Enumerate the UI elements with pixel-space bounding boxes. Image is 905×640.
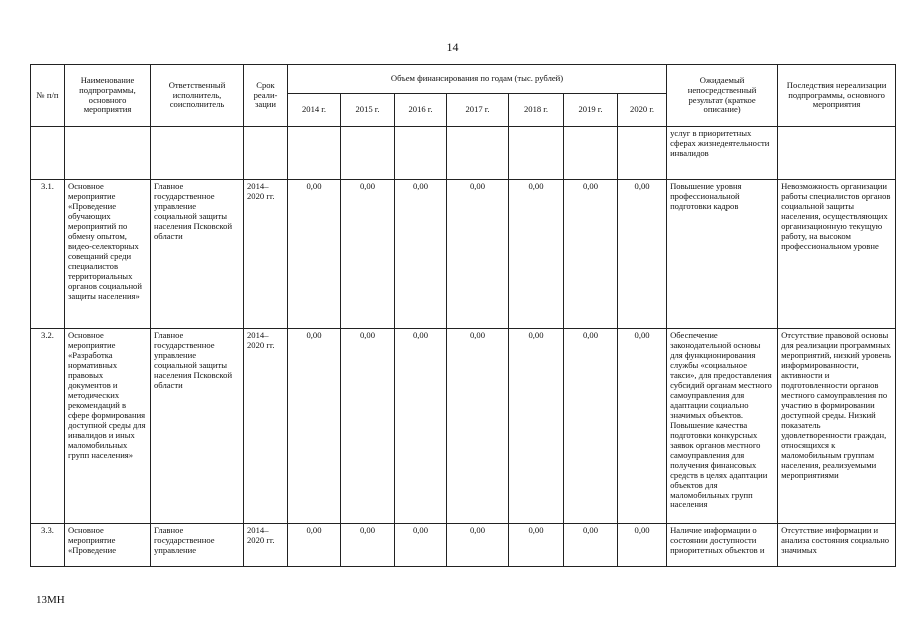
empty-cell xyxy=(447,127,509,180)
header-row xyxy=(31,65,896,94)
header-year: 2014 г. xyxy=(288,94,341,127)
value-cell: 0,00 xyxy=(509,180,564,329)
empty-cell xyxy=(395,127,447,180)
executor-cell: Главное государственное управление социальной защиты населения Псковской области xyxy=(151,180,244,329)
value-cell: 0,00 xyxy=(618,180,667,329)
value-cell: 0,00 xyxy=(447,524,509,567)
row-number: 3.1. xyxy=(31,180,65,329)
empty-cell xyxy=(288,127,341,180)
page-number: 14 xyxy=(446,40,459,54)
header-year: 2017 г. xyxy=(447,94,509,127)
empty-cell xyxy=(65,127,151,180)
value-cell: 0,00 xyxy=(564,329,618,524)
consequences-cell: Отсутствие информации и анализа состояния социально значимых xyxy=(778,524,896,567)
value-cell: 0,00 xyxy=(509,524,564,567)
table-row xyxy=(31,524,896,567)
header-num: № п/п xyxy=(31,65,65,127)
value-cell: 0,00 xyxy=(395,524,447,567)
empty-cell xyxy=(244,127,288,180)
executor-cell: Главное государственное управление xyxy=(151,524,244,567)
header-year: 2016 г. xyxy=(395,94,447,127)
result-cell: Наличие информации о состоянии доступности приоритетных объектов и xyxy=(667,524,778,567)
footer-code: 13МН xyxy=(36,594,65,606)
activity-name: Основное мероприятие «Разработка нормативных правовых документов и методических рекомендаций в сфере формирования доступной среды для инвалидов и иных маломобильных групп населения» xyxy=(65,329,151,524)
value-cell: 0,00 xyxy=(447,329,509,524)
result-cell: Обеспечение законодательной основы для функционирования службы «социальное такси», для предоставления субсидий органам местного самоуправления для адаптации социально значимых объектов. Повышение качества подготовки конкурсных заявок органов местного самоуправления для получения финансовых средств в целях адаптации объектов для маломобильных групп населения xyxy=(667,329,778,524)
value-cell: 0,00 xyxy=(288,180,341,329)
table-row xyxy=(31,180,896,329)
header-executor: Ответственный исполнитель, соисполнитель xyxy=(151,65,244,127)
executor-cell: Главное государственное управление социальной защиты населения Псковской области xyxy=(151,329,244,524)
header-name: Наименование подпрограммы, основного мероприятия xyxy=(65,65,151,127)
header-financing: Объем финансирования по годам (тыс. рублей) xyxy=(288,65,667,94)
value-cell: 0,00 xyxy=(395,329,447,524)
value-cell: 0,00 xyxy=(564,180,618,329)
value-cell: 0,00 xyxy=(288,329,341,524)
value-cell: 0,00 xyxy=(509,329,564,524)
empty-cell xyxy=(618,127,667,180)
consequences-cell: Отсутствие правовой основы для реализации программных мероприятий, низкий уровень информированности, активности и подготовленности органов местного самоуправления по участию в формировании доступной среды. Низкий показатель удовлетворенности граждан, относящихся к маломобильным группам населения, реализуемыми мероприятиями xyxy=(778,329,896,524)
value-cell: 0,00 xyxy=(618,524,667,567)
value-cell: 0,00 xyxy=(618,329,667,524)
result-cell: Повышение уровня профессиональной подготовки кадров xyxy=(667,180,778,329)
row-number: 3.2. xyxy=(31,329,65,524)
empty-cell xyxy=(778,127,896,180)
header-consequences: Последствия нереализации подпрограммы, основного мероприятия xyxy=(778,65,896,127)
value-cell: 0,00 xyxy=(395,180,447,329)
empty-cell xyxy=(341,127,395,180)
header-result: Ожидаемый непосредственный результат (краткое описание) xyxy=(667,65,778,127)
value-cell: 0,00 xyxy=(341,329,395,524)
header-year: 2018 г. xyxy=(509,94,564,127)
header-year: 2015 г. xyxy=(341,94,395,127)
value-cell: 0,00 xyxy=(447,180,509,329)
result-cell: услуг в приоритетных сферах жизнедеятельности инвалидов xyxy=(667,127,778,180)
header-term: Срок реали-зации xyxy=(244,65,288,127)
activity-name: Основное мероприятие «Проведение xyxy=(65,524,151,567)
continuation-row xyxy=(31,127,896,180)
row-number: 3.3. xyxy=(31,524,65,567)
value-cell: 0,00 xyxy=(341,180,395,329)
empty-cell xyxy=(31,127,65,180)
term-cell: 2014– 2020 гг. xyxy=(244,329,288,524)
header-year: 2019 г. xyxy=(564,94,618,127)
empty-cell xyxy=(564,127,618,180)
consequences-cell: Невозможность организации работы специалистов органов социальной защиты населения, осуществляющих организационную текущую работу, на высоком профессиональном уровне xyxy=(778,180,896,329)
value-cell: 0,00 xyxy=(564,524,618,567)
term-cell: 2014– 2020 гг. xyxy=(244,180,288,329)
term-cell: 2014– 2020 гг. xyxy=(244,524,288,567)
empty-cell xyxy=(151,127,244,180)
header-year: 2020 г. xyxy=(618,94,667,127)
value-cell: 0,00 xyxy=(288,524,341,567)
empty-cell xyxy=(509,127,564,180)
activity-name: Основное мероприятие «Проведение обучающих мероприятий по обмену опытом, видео-селекторных совещаний среди специалистов территориальных органов социальной защиты населения» xyxy=(65,180,151,329)
value-cell: 0,00 xyxy=(341,524,395,567)
financing-table xyxy=(30,64,896,567)
table-row xyxy=(31,329,896,524)
